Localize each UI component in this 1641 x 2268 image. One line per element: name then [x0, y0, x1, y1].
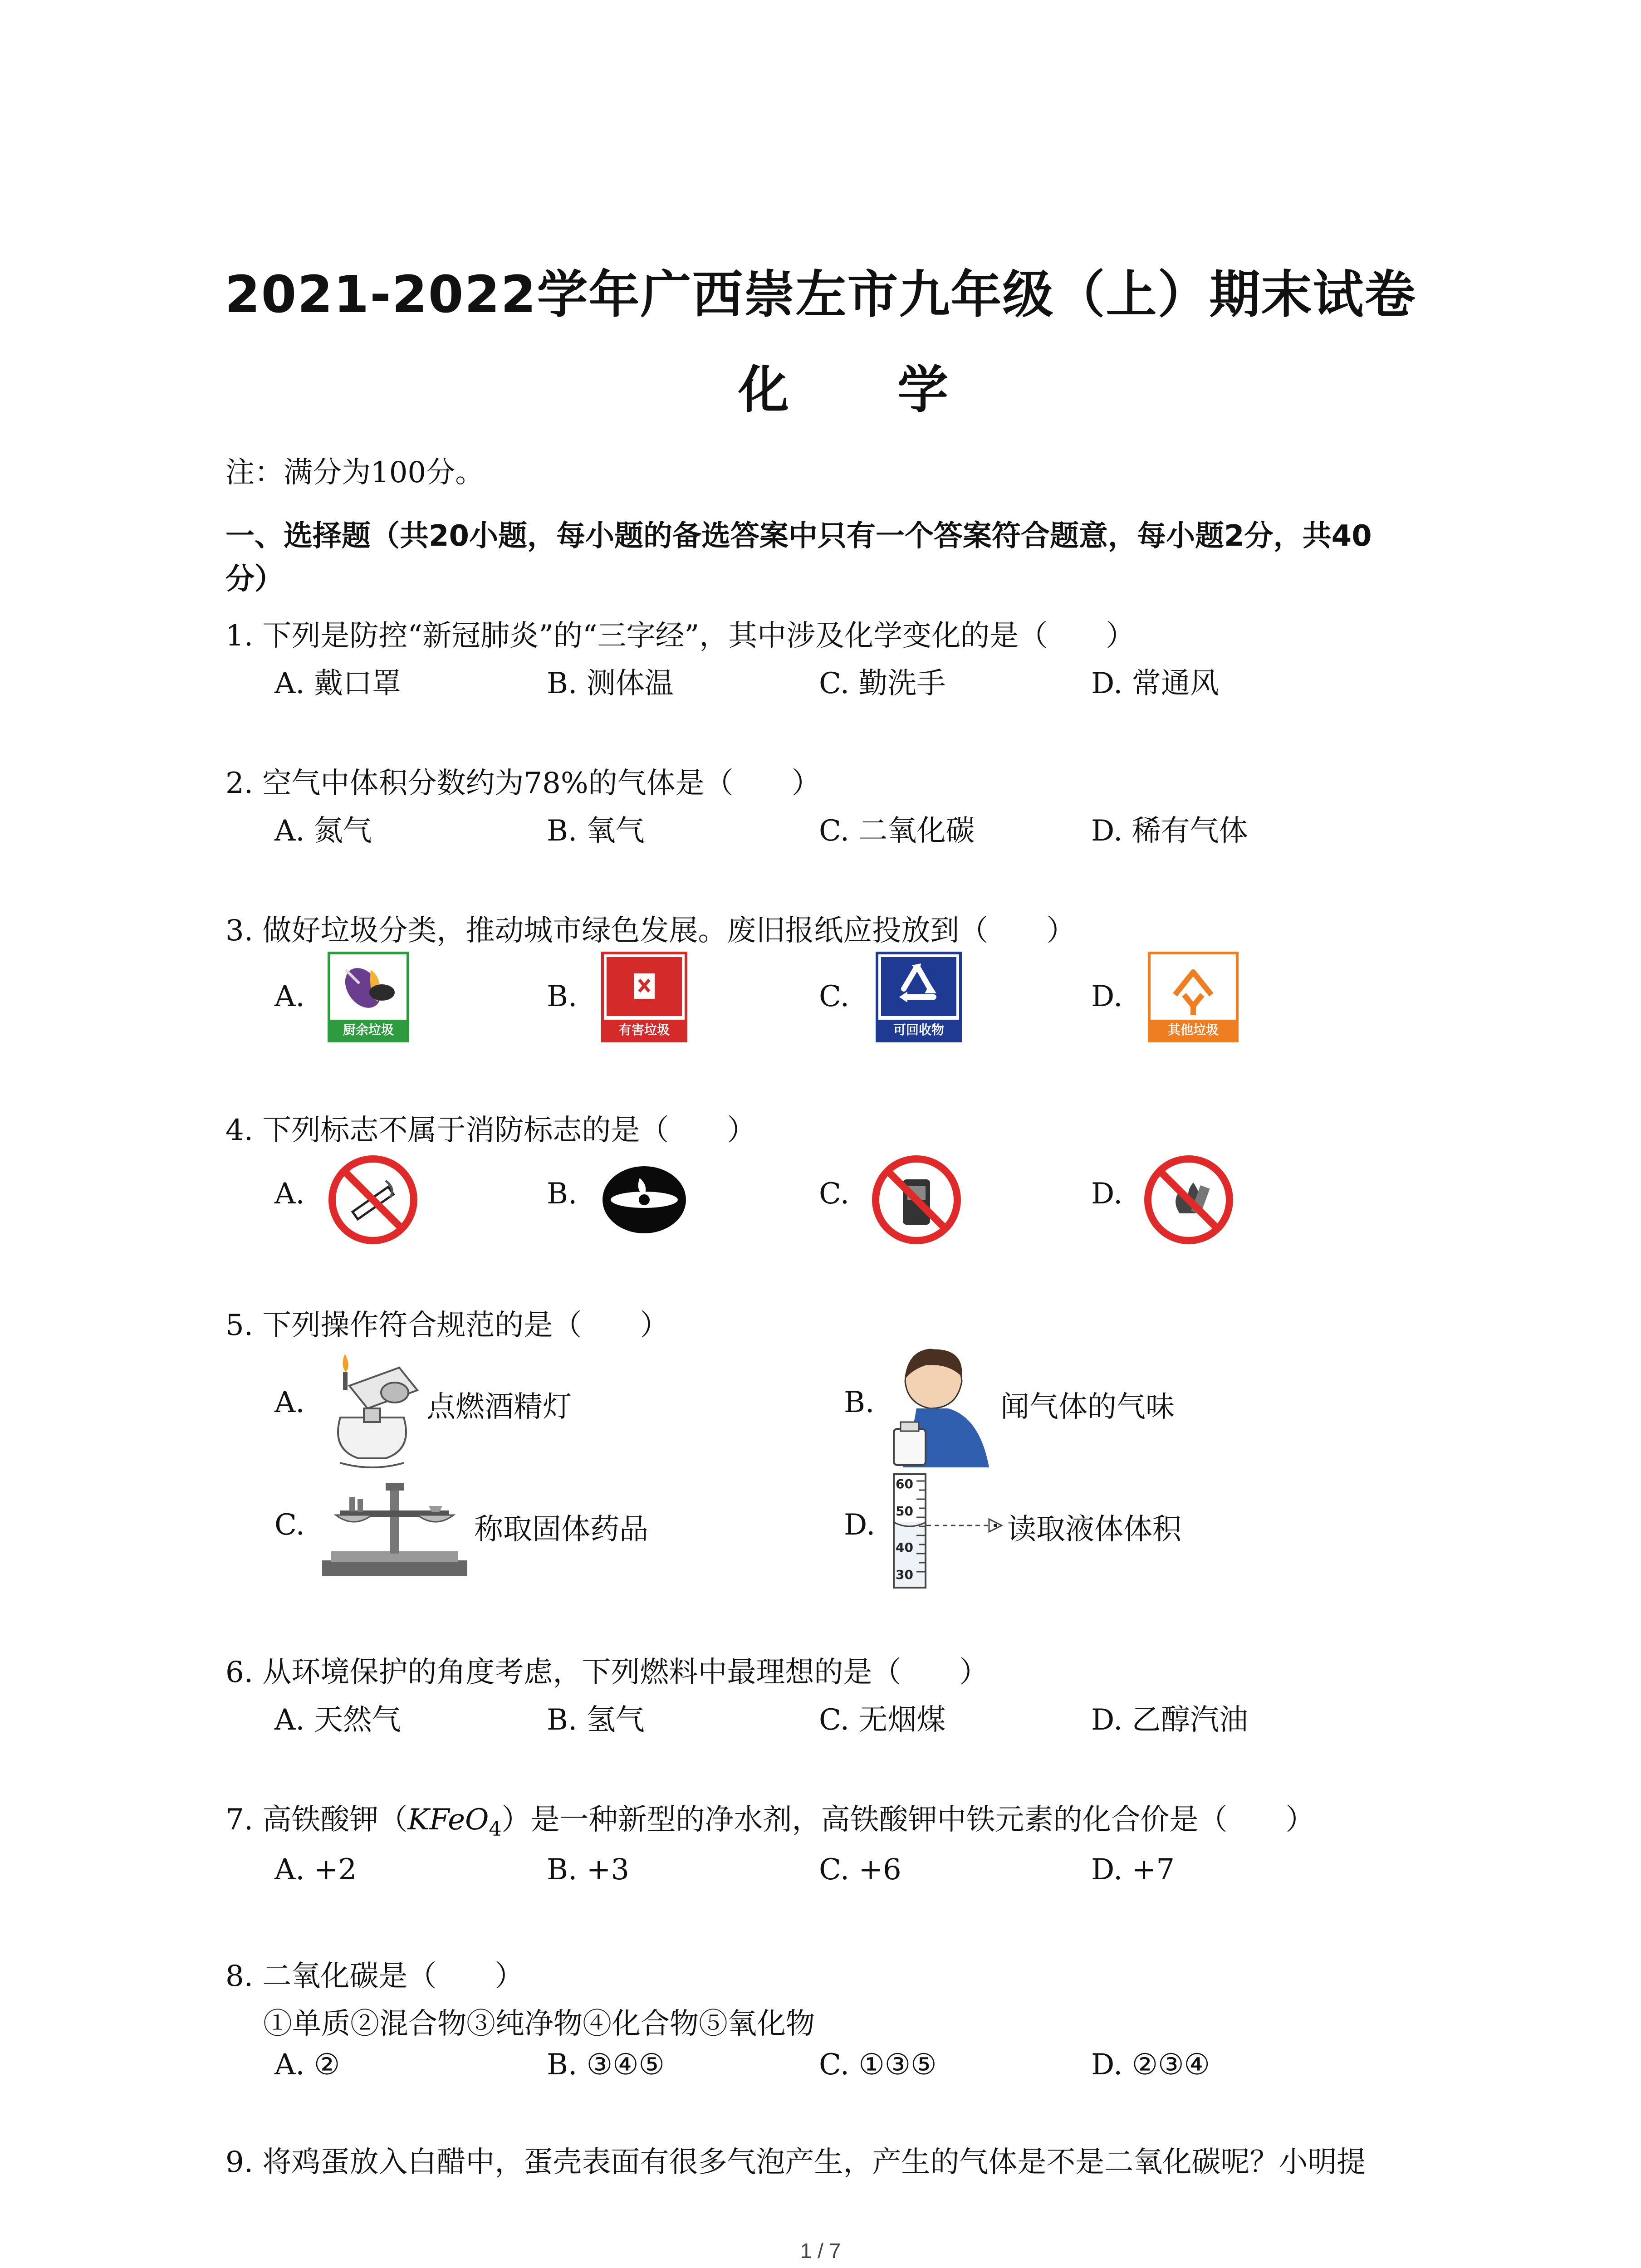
exam-title: 2021-2022学年广西崇左市九年级（上）期末试卷 [225, 265, 1416, 324]
cyl-tick-50: 50 [896, 1504, 913, 1519]
q5-stem: 5. 下列操作符合规范的是（ ） [225, 1309, 669, 1342]
q7-stem [225, 1796, 1314, 1841]
q7-formula-main: KFeO [407, 1803, 489, 1837]
q8-option-b[interactable]: B. ③④⑤ [547, 2048, 665, 2082]
q3-option-d[interactable]: D. [1091, 980, 1123, 1013]
q5-option-c-label: 称取固体药品 [474, 1513, 648, 1546]
harmful-waste-sign-icon [601, 952, 687, 1042]
q8-option-d[interactable]: D. ②③④ [1091, 2048, 1210, 2082]
recyclable-sign-icon [876, 952, 962, 1042]
q8-stem: 8. 二氧化碳是（ ） [225, 1960, 524, 1993]
q3-option-c[interactable]: C. [819, 980, 850, 1013]
recyclable-label: 可回收物 [893, 1022, 945, 1037]
water-drop-save-sign-icon [599, 1154, 690, 1245]
q3-option-b[interactable]: B. [547, 980, 578, 1013]
q4-option-a[interactable]: A. [274, 1177, 305, 1211]
q4-option-d[interactable]: D. [1091, 1177, 1123, 1211]
q5-option-d[interactable]: D. [844, 1508, 876, 1542]
q2-option-c[interactable]: C. 二氧化碳 [819, 814, 975, 848]
q6-option-c[interactable]: C. 无烟煤 [819, 1703, 946, 1737]
q1-option-c[interactable]: C. 勤洗手 [819, 667, 946, 700]
q7-option-d[interactable]: D. +7 [1091, 1853, 1175, 1887]
q8-items: ①单质②混合物③纯净物④化合物⑤氧化物 [263, 2007, 815, 2041]
q4-option-c[interactable]: C. [819, 1177, 850, 1211]
q9-stem: 9. 将鸡蛋放入白醋中，蛋壳表面有很多气泡产生，产生的气体是不是二氧化碳呢？小明提 [225, 2146, 1366, 2179]
q3-stem: 3. 做好垃圾分类，推动城市绿色发展。废旧报纸应投放到（ ） [225, 914, 1076, 948]
q2-stem: 2. 空气中体积分数约为78%的气体是（ ） [225, 767, 821, 800]
other-waste-label: 其他垃圾 [1167, 1022, 1219, 1037]
no-fire-sign-icon [1143, 1154, 1234, 1245]
q8-option-a[interactable]: A. ② [274, 2048, 340, 2082]
lighting-alcohol-lamp-icon [313, 1349, 431, 1472]
q7-option-c[interactable]: C. +6 [819, 1853, 901, 1887]
subject-title: 化 学 [738, 361, 994, 420]
q7-formula [407, 1803, 502, 1841]
q6-option-b[interactable]: B. 氢气 [547, 1703, 645, 1737]
score-note: 注：满分为100分。 [225, 456, 485, 489]
kitchen-waste-sign-icon [328, 952, 409, 1042]
q1-option-b[interactable]: B. 测体温 [547, 667, 674, 700]
q5-option-b[interactable]: B. [844, 1386, 875, 1419]
q7-formula-sub: 4 [489, 1817, 502, 1841]
kitchen-waste-label: 厨余垃圾 [343, 1022, 394, 1037]
q7-option-a[interactable]: A. +2 [274, 1853, 357, 1887]
q5-option-a-label: 点燃酒精灯 [426, 1390, 572, 1424]
section-heading-line2: 分） [225, 562, 284, 596]
q1-option-d[interactable]: D. 常通风 [1091, 667, 1219, 700]
cyl-tick-40: 40 [896, 1540, 913, 1555]
q2-option-b[interactable]: B. 氧气 [547, 814, 645, 848]
page-number: 1 / 7 [800, 2239, 841, 2263]
smelling-gas-person-icon [889, 1345, 998, 1467]
q4-option-b[interactable]: B. [547, 1177, 578, 1211]
q2-option-d[interactable]: D. 稀有气体 [1091, 814, 1248, 848]
q7-option-b[interactable]: B. +3 [547, 1853, 630, 1887]
q8-option-c[interactable]: C. ①③⑤ [819, 2048, 937, 2082]
q5-option-c[interactable]: C. [274, 1508, 305, 1542]
q6-stem: 6. 从环境保护的角度考虑，下列燃料中最理想的是（ ） [225, 1656, 989, 1689]
cyl-tick-30: 30 [896, 1567, 913, 1582]
no-burning-materials-sign-icon [871, 1154, 962, 1245]
harmful-waste-label: 有害垃圾 [618, 1022, 670, 1037]
q4-stem: 4. 下列标志不属于消防标志的是（ ） [225, 1114, 756, 1147]
q2-option-a[interactable]: A. 氮气 [274, 814, 372, 848]
graduated-cylinder-icon [889, 1472, 1007, 1590]
other-waste-sign-icon [1148, 952, 1239, 1042]
q7-stem-before: 7. 高铁酸钾（ [225, 1803, 408, 1837]
q6-option-a[interactable]: A. 天然气 [274, 1703, 401, 1737]
balance-scale-icon [318, 1474, 472, 1579]
q5-option-d-label: 读取液体体积 [1007, 1513, 1181, 1546]
q5-option-a[interactable]: A. [274, 1386, 305, 1419]
q6-option-d[interactable]: D. 乙醇汽油 [1091, 1703, 1248, 1737]
cyl-tick-60: 60 [896, 1476, 913, 1491]
q1-stem: 1. 下列是防控“新冠肺炎”的“三字经”，其中涉及化学变化的是（ ） [225, 619, 1135, 653]
section-heading-line1: 一、选择题（共20小题，每小题的备选答案中只有一个答案符合题意，每小题2分，共40 [225, 519, 1372, 553]
q1-option-a[interactable]: A. 戴口罩 [274, 667, 401, 700]
no-smoking-sign-icon [328, 1154, 418, 1245]
q3-option-a[interactable]: A. [274, 980, 305, 1013]
q7-stem-after: ）是一种新型的净水剂，高铁酸钾中铁元素的化合价是（ ） [501, 1803, 1315, 1837]
q5-option-b-label: 闻气体的气味 [1000, 1390, 1175, 1424]
